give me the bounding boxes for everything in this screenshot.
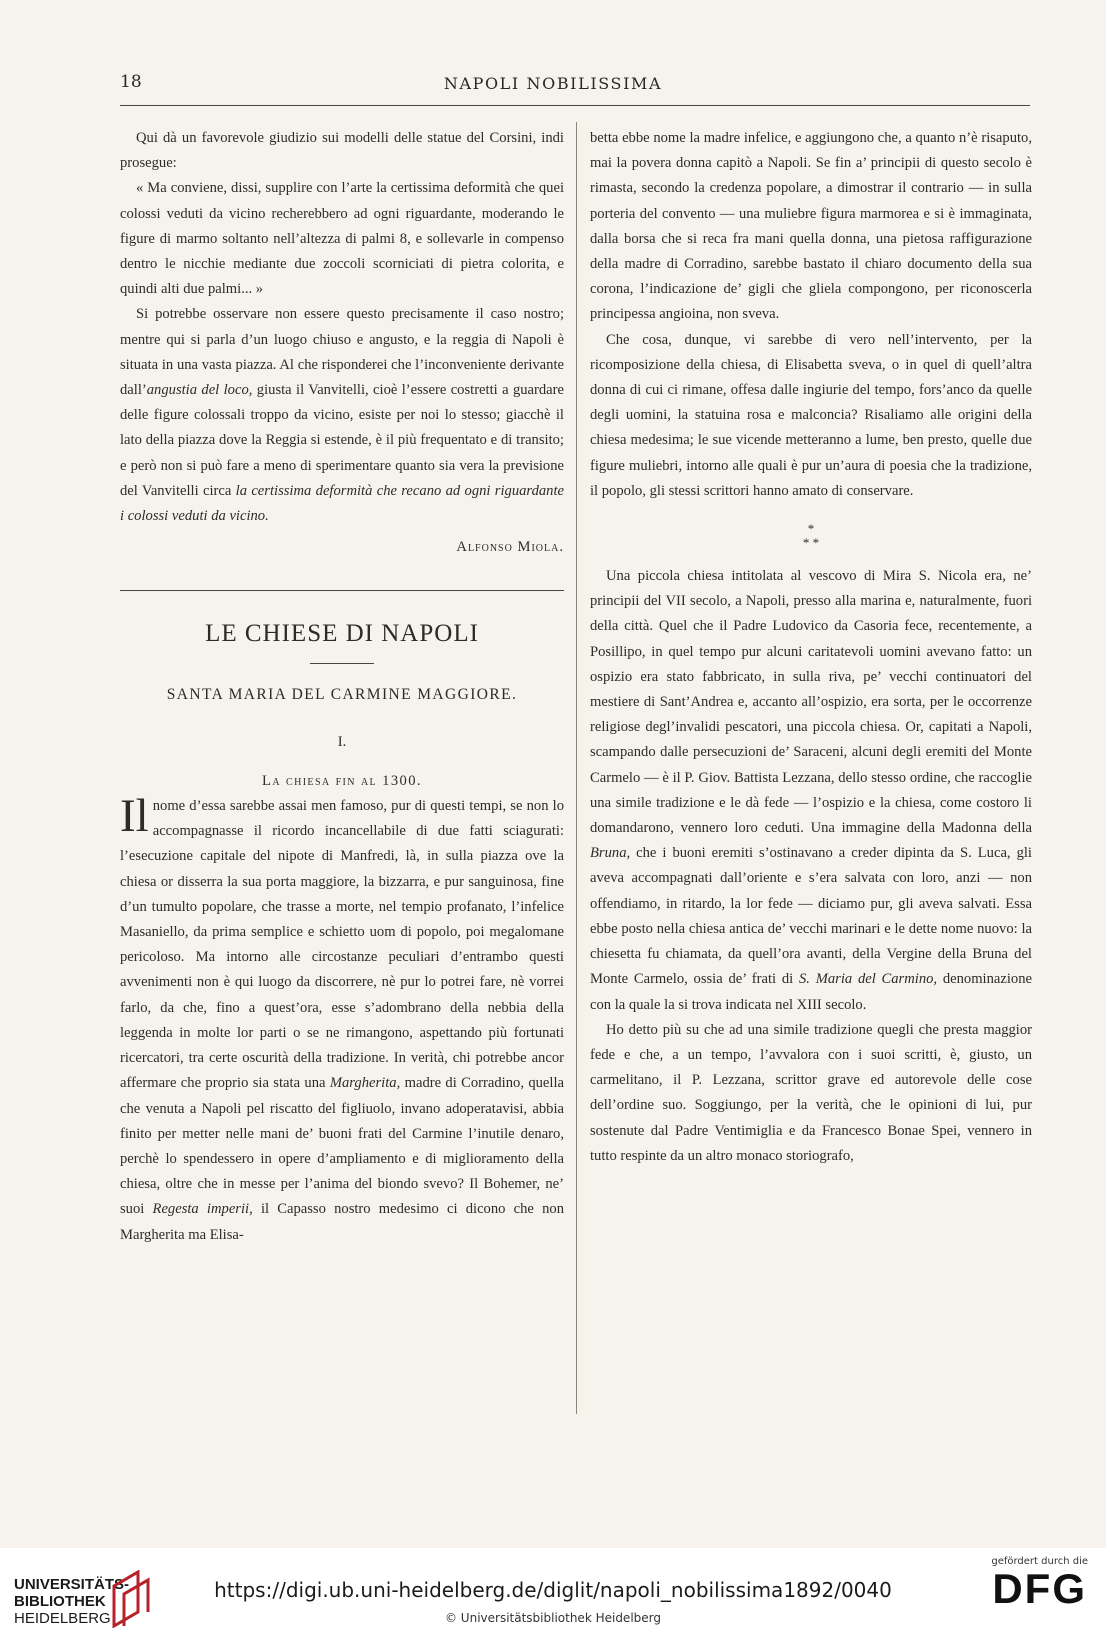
copyright-notice: © Universitätsbibliothek Heidelberg	[444, 1611, 661, 1625]
italic-phrase: S. Maria del Carmino,	[798, 971, 938, 988]
paragraph: Una piccola chiesa intitolata al vescovo di Mira S. Nicola era, ne’ principii del VII secolo, a Napoli, presso alla marina e, naturalmente, fuori della città. Quel che il Padre Ludovico da Casoria fece, recentemente, a Posillipo, in quel tempo pur alcuni caritatevoli uomini avevano fatto: un ospizio era stato fabbricato, in sulla riva, pe’ vecchi continuatori del mestiere di Sant’Andrea e, accanto all’ospizio, era sorta, per le occorrenze religiose degl’invalidi pescatori, una piccola chiesa. Or, capitati a Napoli, scampando dalle persecuzioni de’ Saraceni, alcuni degli eremiti del Monte Carmelo — è il P. Giov. Battista Lezzana, dello stesso ordine, che raccoglie una simile tradizione e le dà fede — l’ospizio e la chiesa, come costoro li domandarono, vennero loro ceduti. Una immagine della Madonna della Bruna, che i buoni eremiti s’ostinavano a creder dipinta da S. Luca, gli aveva accompagnati dall’oriente e s’era salvata con loro, anzi — non offendiamo, in ritardo, la lor fede — diciamo pur, gli aveva salvati. Essa ebbe posto nella chiesa antica de’ vecchi marinari e le dette nome nuovo: la chiesetta fu chiamata, da quell’ora avanti, della Vergine della Bruna del Monte Carmelo, ossia de’ frati di S. Maria del Carmino, denominazione con la quale la si trova indicata nel XIII secolo.	[590, 568, 1032, 1013]
page-number: 18	[120, 72, 142, 92]
funding-caption: gefördert durch die	[991, 1556, 1088, 1567]
right-column	[590, 126, 1032, 1169]
chapter-number: I.	[337, 733, 347, 750]
dfg-logo: DFG	[992, 1565, 1087, 1612]
paragraph: Che cosa, dunque, vi sarebbe di vero nell’intervento, per la ricomposizione della chiesa, di Elisabetta sveva, o in quel di quell’altra donna di cui ci rimane, offesa dalle ingiurie del tempo, fors’anco da quelle degli uomini, la statuina rosa e malconcia? Risaliamo alle origini della chiesa medesima; le sue vicende metteranno a lume, ben presto, quelle due figure muliebri, intorno alle quali è pur un’aura di poesia che la tradizione, il popolo, gli stessi scrittori hanno amato di conservare.	[590, 331, 1032, 499]
column-divider	[576, 122, 577, 1414]
drop-cap: Il	[120, 790, 149, 843]
title-rule	[310, 663, 374, 664]
italic-phrase: Bruna,	[590, 845, 631, 862]
permalink-url[interactable]: https://digi.ub.uni-heidelberg.de/diglit/napoli_nobilissima1892/0040	[214, 1578, 892, 1602]
italic-phrase: Margherita,	[329, 1075, 401, 1092]
chapter-title: La chiesa fin al 1300.	[262, 772, 422, 789]
italic-phrase: Regesta imperii,	[152, 1201, 253, 1218]
section-divider	[120, 590, 564, 591]
paragraph: Ho detto più su che ad una simile tradizione quegli che presta maggior fede e che, a un tempo, l’avvalora con i suoi scritti, è, giusto, un carmelitano, il P. Lezzana, scrittor grave ed autorevole delle cose dell’ordine suo. Soggiungo, per la verità, che le opinioni di lui, pur sostenute dal Padre Ventimiglia e da Francesco Bonae Spei, vennero in tutto respinte da un altro monaco storiografo,	[590, 1021, 1032, 1164]
section-title: LE CHIESE DI NAPOLI	[205, 620, 479, 648]
quotation-paragraph: « Ma conviene, dissi, supplire con l’arte la certissima deformità che quei colossi veduti da vicino recherebbero ad ogni riguardante, moderando le figure di marmo soltanto nell’altezza di palmi 8, e sollevarle in compenso dentro le nicchie mediante due zoccoli scorniciati di pietra colorita, e quindi alti due palmi... »	[120, 180, 564, 298]
paragraph: Qui dà un favorevole giudizio sui modelli delle statue del Corsini, indi prosegue:	[120, 130, 564, 172]
paragraph: Il nome d’essa sarebbe assai men famoso, pur di questi tempi, se non lo accompagnasse il ricordo incancellabile di due fatti sciagurati: l’esecuzione capitale del nipote di Manfredi, là, in sulla piazza ove la chiesa or disserra la sua porta maggiore, la bizzarra, e pur sanguinosa, fine d’un tumulto popolare, che trasse a morte, nel tempio profanato, l’infelice Masaniello, da prima semplice e schietto uom di popolo, poi megalomane pericoloso. Ma intorno alle circostanze peculiari d’entrambo questi avvenimenti non è qui luogo da discorrere, nè pur lo potrei fare, nè vorrei farlo, da che, fino a quest’ora, esse s’adombrano della nebbia della leggenda in molte lor parti o se ne rimangono, aspettando più fortunati ricercatori, tra certe oscurità della tradizione. In verità, chi potrebbe ancor affermare che proprio sia stata una Margherita, madre di Corradino, quella che venuta a Napoli pel riscatto del figliuolo, invano adoperatavisi, abbia finito per metter nelle mani de’ buoni frati del Carmine l’inutile denaro, perchè lo spendessero in opere d’ampliamento e di miglioramento della chiesa, oltre che in messe per l’anima del biondo svevo? Il Bohemer, ne’ suoi Regesta imperii, il Capasso nostro medesimo ci dicono che non Margherita ma Elisa-	[120, 790, 564, 1243]
italic-phrase: angustia del loco,	[146, 382, 253, 399]
asterism: * * *	[802, 521, 820, 551]
library-name: UNIVERSITÄTS- BIBLIOTHEK HEIDELBERG	[14, 1576, 130, 1627]
running-title: NAPOLI NOBILISSIMA	[443, 74, 663, 93]
author-signature: Alfonso Miola.	[456, 539, 564, 556]
header-rule	[120, 105, 1030, 106]
digitization-footer	[0, 1548, 1106, 1640]
section-subtitle: SANTA MARIA DEL CARMINE MAGGIORE.	[166, 686, 518, 704]
funding-badge	[991, 1556, 1088, 1611]
paragraph: betta ebbe nome la madre infelice, e aggiungono che, a quanto n’è risaputo, mai la povera donna capitò a Napoli. Se fin a’ principii di questo secolo è rimasta, secondo la credenza popolare, a dimostrar il contrario — in sulla porteria del convento — una muliebre figura marmorea e si è immaginata, dalla borsa che si reca fra mani quella donna, una pietosa raffigurazione della madre di Corradino, sarebbe bastato il chiaro documento della sua corona, l’indicazione de’ gigli che gliela compongono, per riconoscerla principessa angioina, non sveva.	[590, 130, 1032, 323]
left-column	[120, 126, 564, 1248]
italic-phrase: la certissima deformità che recano ad ogni riguardante i colossi veduti da vicino.	[120, 482, 564, 525]
paragraph: Si potrebbe osservare non essere questo precisamente il caso nostro; mentre qui si parla d’un luogo chiuso e angusto, e la reggia di Napoli è situata in una vasta piazza. Al che risponderei che l’inconveniente derivante dall’angustia del loco, giusta il Vanvitelli, cioè l’essere costretti a guardare delle figure colossali troppo da vicino, esiste per noi lo stesso; giacchè il lato della piazza dove la Reggia si estende, è il più frequentato e di transito; e però non si può fare a meno di sperimentare quanto sia vera la previsione del Vanvitelli circa la certissima deformità che recano ad ogni riguardante i colossi veduti da vicino.	[120, 306, 564, 525]
